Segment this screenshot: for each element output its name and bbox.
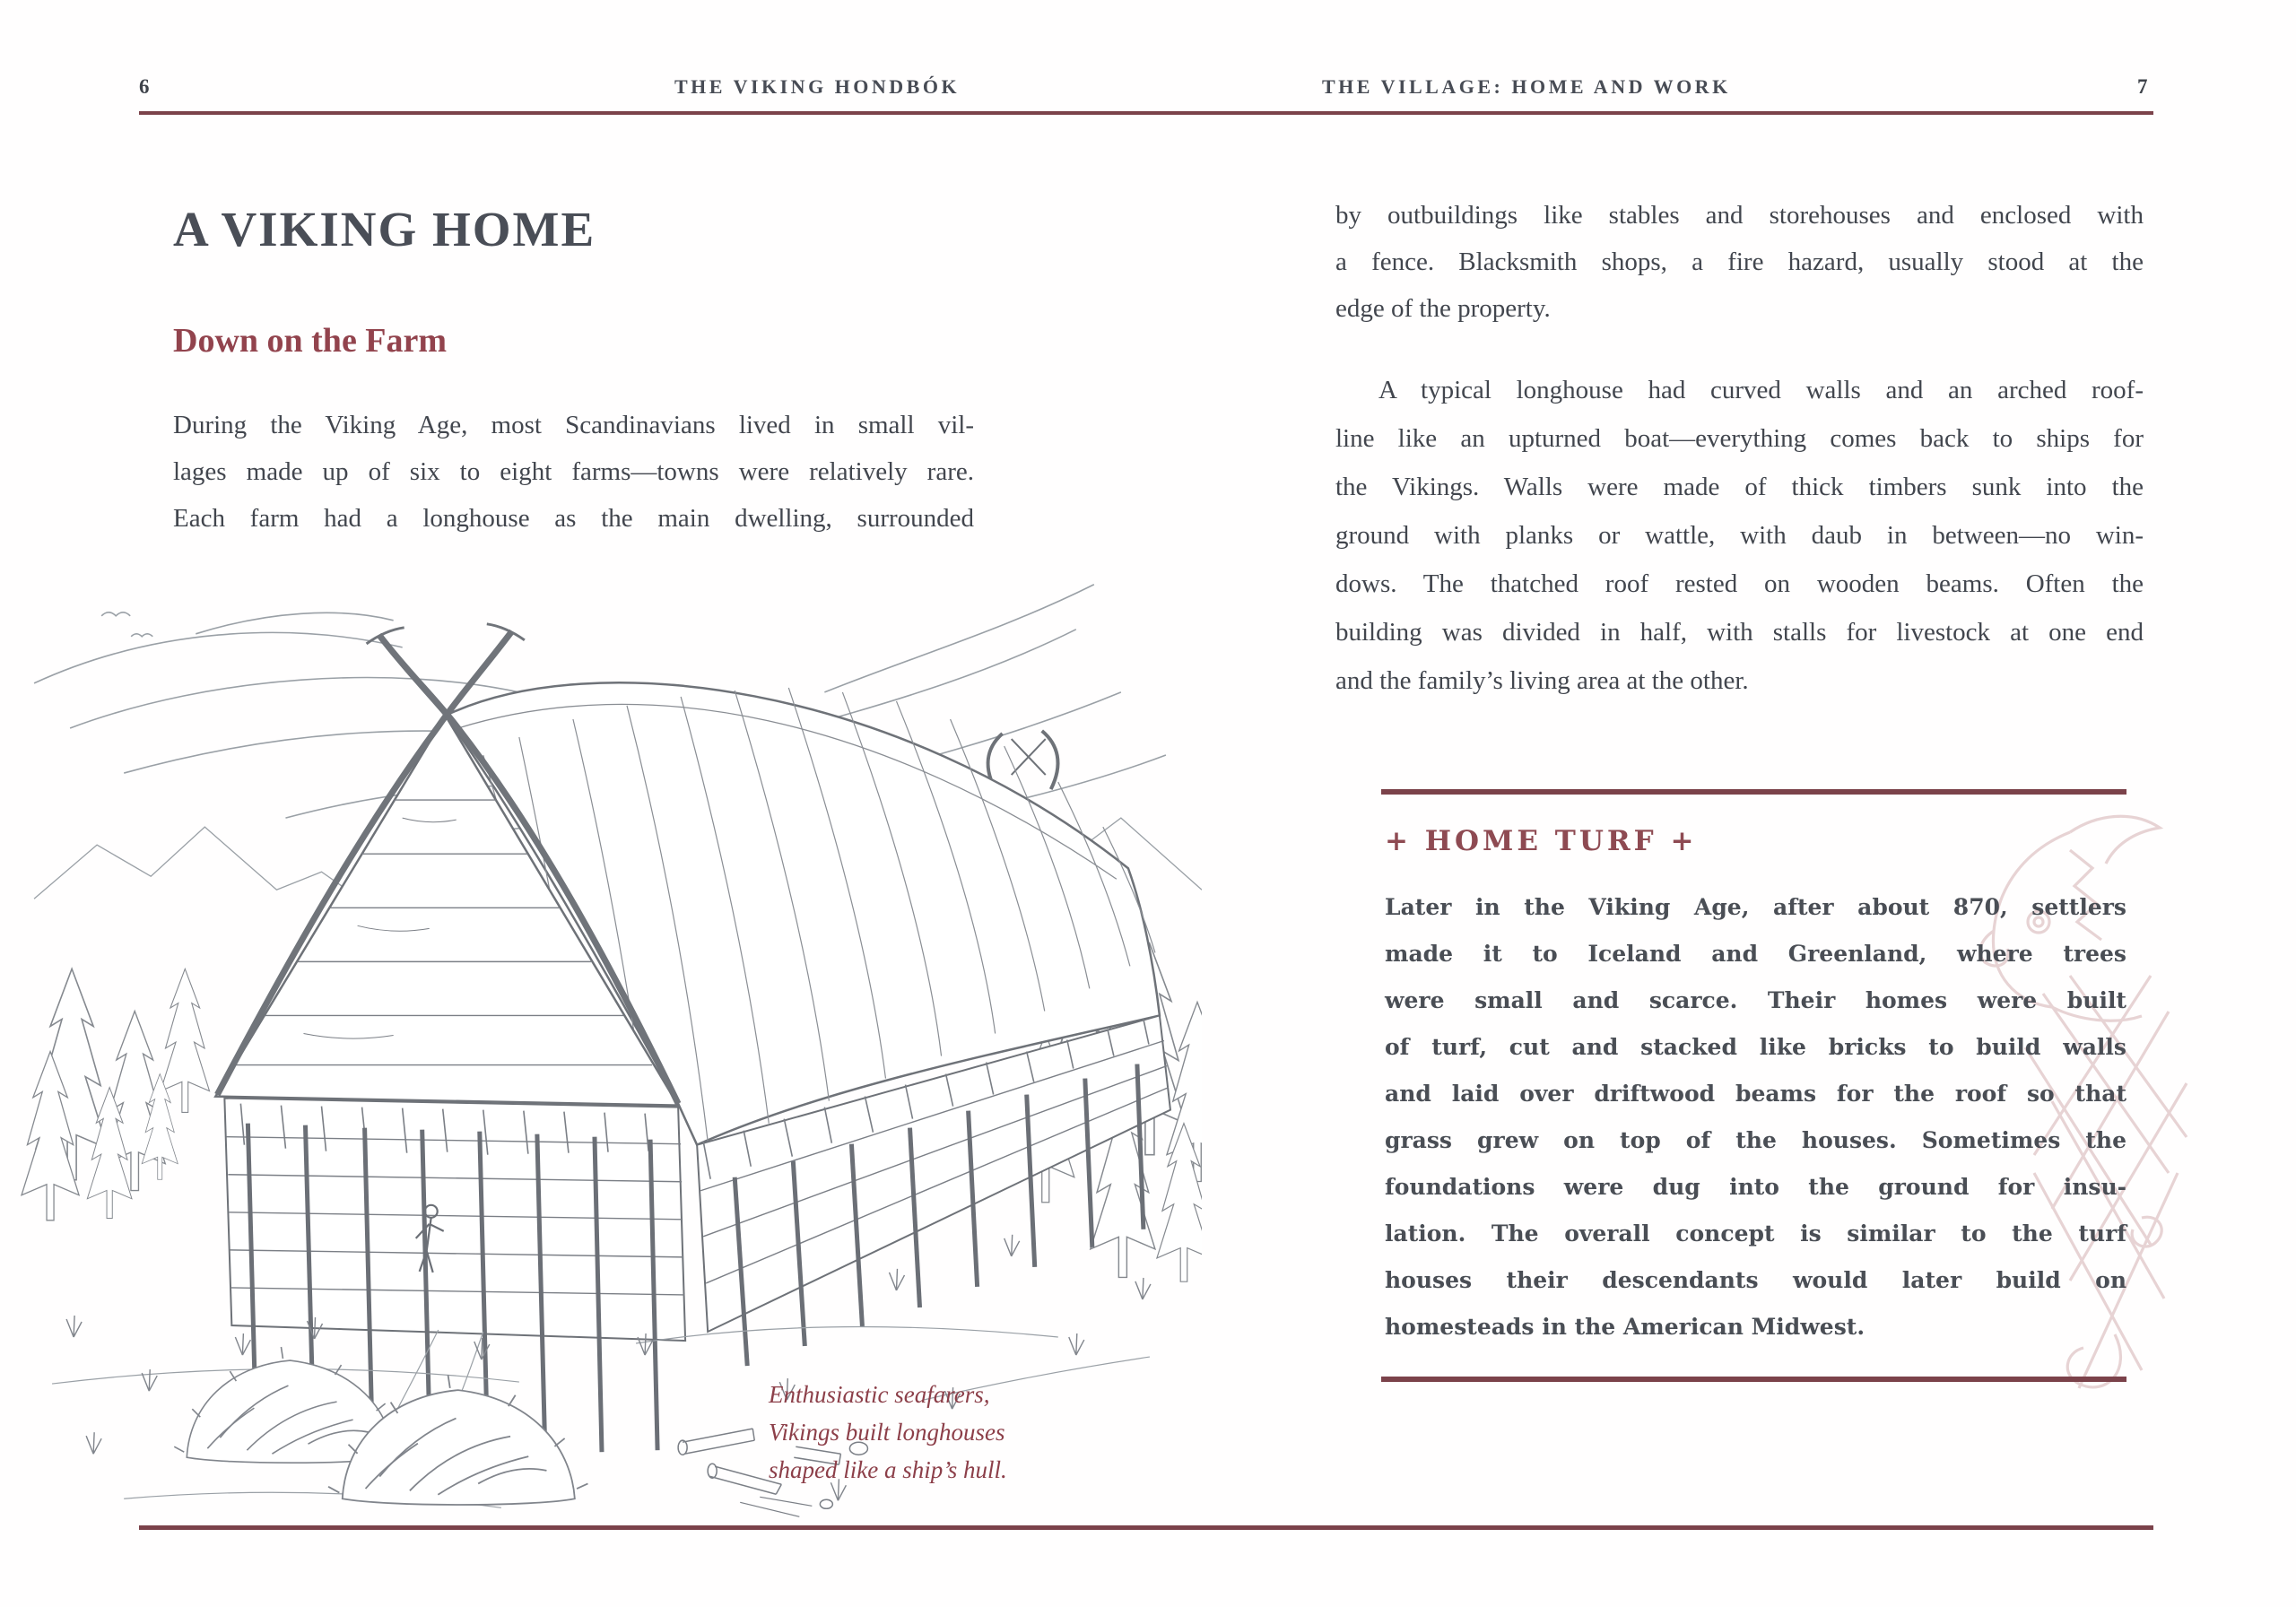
caption-line: shaped like a ship’s hull.	[769, 1456, 1007, 1483]
sidebar-line: of turf, cut and stacked like bricks to build walls	[1385, 1034, 2126, 1060]
intro-line: During the Viking Age, most Scandinavians lived in small vil-	[173, 411, 974, 439]
sidebar-heading: + HOME TURF +	[1385, 825, 1698, 857]
body-line: A typical longhouse had curved walls and an arched roof-	[1378, 376, 2144, 404]
sidebar-line: were small and scarce. Their homes were built	[1385, 987, 2126, 1013]
section-subtitle: Down on the Farm	[173, 322, 448, 360]
sidebar-line: lation. The overall concept is similar to the turf	[1385, 1220, 2126, 1247]
body-paragraph-2	[1335, 366, 2144, 705]
sidebar-rule-bottom	[1381, 1377, 2126, 1382]
sidebar-line: made it to Iceland and Greenland, where trees	[1385, 941, 2126, 967]
body-line: ground with planks or wattle, with daub in between—no win-	[1335, 521, 2144, 550]
left-page-number: 6	[139, 75, 150, 98]
intro-paragraph	[173, 402, 974, 542]
body-line: dows. The thatched roof rested on wooden beams. Often the	[1335, 569, 2144, 598]
sidebar-rule-top	[1381, 789, 2126, 795]
page-title: A VIKING HOME	[173, 202, 596, 256]
sidebar-line: homesteads in the American Midwest.	[1385, 1314, 1866, 1340]
body-line: the Vikings. Walls were made of thick timbers sunk into the	[1335, 473, 2144, 501]
body-line: building was divided in half, with stalls for livestock at one end	[1335, 618, 2144, 647]
sidebar-line: houses their descendants would later build on	[1385, 1267, 2126, 1293]
sidebar-body	[1385, 884, 2126, 1351]
intro-line: lages made up of six to eight farms—towns were relatively rare.	[173, 457, 974, 486]
left-running-head: THE VIKING HONDBÓK	[674, 75, 961, 98]
header-rule	[139, 111, 2153, 115]
right-running-head: THE VILLAGE: HOME AND WORK	[1322, 75, 1731, 98]
sidebar-line: grass grew on top of the houses. Sometimes the	[1385, 1127, 2126, 1153]
body-line: edge of the property.	[1335, 294, 1551, 323]
footer-rule	[139, 1525, 2153, 1530]
illustration-caption	[769, 1376, 1007, 1489]
body-line: a fence. Blacksmith shops, a fire hazard, usually stood at the	[1335, 248, 2144, 276]
intro-line: Each farm had a longhouse as the main dwelling, surrounded	[173, 504, 974, 533]
longhouse-illustration	[16, 547, 1202, 1520]
right-page-number: 7	[2137, 75, 2148, 98]
body-paragraph-1	[1335, 192, 2144, 332]
sidebar-line: Later in the Viking Age, after about 870, settlers	[1385, 894, 2126, 920]
body-line: and the family’s living area at the other.	[1335, 666, 1749, 695]
sidebar-line: foundations were dug into the ground for insu-	[1385, 1174, 2126, 1200]
caption-line: Enthusiastic seafarers,	[769, 1381, 990, 1408]
sidebar-line: and laid over driftwood beams for the roof so that	[1385, 1081, 2126, 1107]
body-line: line like an upturned boat—everything comes back to ships for	[1335, 424, 2144, 453]
body-line: by outbuildings like stables and storehouses and enclosed with	[1335, 201, 2144, 230]
caption-line: Vikings built longhouses	[769, 1419, 1005, 1446]
